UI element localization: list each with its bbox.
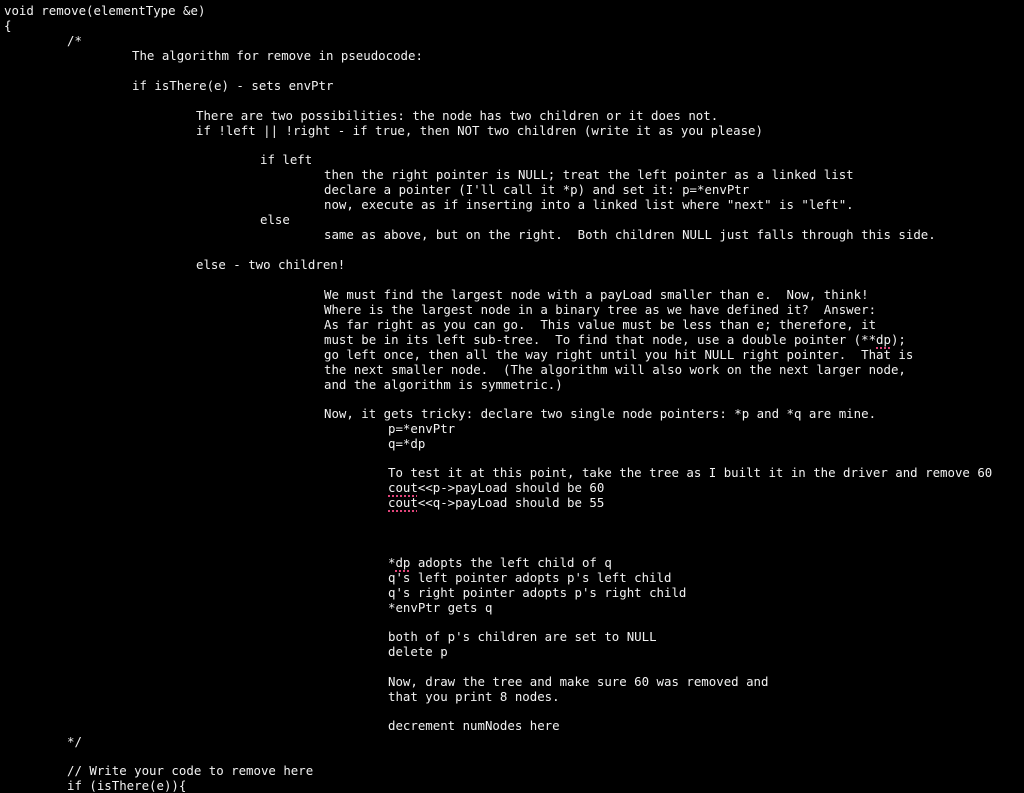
- code-line: [388, 480, 604, 495]
- code-line: Where is the largest node in a binary tree as we have defined it? Answer:: [324, 302, 877, 317]
- code-line: if left: [260, 152, 313, 167]
- todo-comment: // Write your code to remove here: [67, 763, 314, 778]
- code-line: *envPtr gets q: [388, 600, 493, 615]
- code-line: q's right pointer adopts p's right child: [388, 585, 687, 600]
- code-text: adopts the left child of q: [410, 555, 612, 570]
- code-line: and the algorithm is symmetric.): [324, 377, 563, 392]
- code-text: );: [890, 332, 906, 347]
- spell-squiggle: dp: [876, 332, 891, 347]
- code-line: the next smaller node. (The algorithm will also work on the next larger node,: [324, 362, 906, 377]
- code-line: both of p's children are set to NULL: [388, 629, 657, 644]
- code-line: same as above, but on the right. Both children NULL just falls through this side.: [324, 227, 936, 242]
- code-line: that you print 8 nodes.: [388, 689, 560, 704]
- code-line: decrement numNodes here: [388, 718, 560, 733]
- code-line: then the right pointer is NULL; treat the left pointer as a linked list: [324, 167, 854, 182]
- code-text: must be in its left sub-tree. To find that node, use a double pointer (**: [324, 332, 877, 347]
- code-line: As far right as you can go. This value must be less than e; therefore, it: [324, 317, 877, 332]
- code-line: [388, 495, 604, 510]
- code-text: <<p->payLoad should be 60: [417, 480, 605, 495]
- code-line: else - two children!: [196, 257, 346, 272]
- code-line: There are two possibilities: the node has two children or it does not.: [196, 108, 719, 123]
- code-line: delete p: [388, 644, 448, 659]
- code-line: Now, it gets tricky: declare two single node pointers: *p and *q are mine.: [324, 406, 877, 421]
- code-line: go left once, then all the way right until you hit NULL right pointer. That is: [324, 347, 914, 362]
- code-line: Now, draw the tree and make sure 60 was removed and: [388, 674, 769, 689]
- spell-squiggle: dp: [395, 555, 411, 570]
- comment-open: /*: [67, 33, 82, 48]
- code-line: p=*envPtr: [388, 421, 456, 436]
- code-line: q's left pointer adopts p's left child: [388, 570, 672, 585]
- comment-close: */: [67, 734, 82, 749]
- code-line: if isThere(e) - sets envPtr: [132, 78, 334, 93]
- function-signature: void remove(elementType &e): [4, 3, 206, 18]
- code-line: declare a pointer (I'll call it *p) and set it: p=*envPtr: [324, 182, 750, 197]
- code-line: The algorithm for remove in pseudocode:: [132, 48, 423, 63]
- code-line: We must find the largest node with a payLoad smaller than e. Now, think!: [324, 287, 869, 302]
- code-line: [324, 332, 906, 347]
- spell-squiggle: cout: [388, 495, 418, 510]
- spell-squiggle: cout: [388, 480, 418, 495]
- partial-code-line: if (isThere(e)){: [67, 778, 187, 793]
- code-line: q=*dp: [388, 436, 426, 451]
- code-line: if !left || !right - if true, then NOT two children (write it as you please): [196, 123, 763, 138]
- code-text: *: [388, 555, 396, 570]
- code-line: To test it at this point, take the tree as I built it in the driver and remove 60: [388, 465, 993, 480]
- code-line: [388, 555, 612, 570]
- code-line: else: [260, 212, 290, 227]
- open-brace: {: [4, 18, 12, 33]
- code-text: <<q->payLoad should be 55: [417, 495, 605, 510]
- code-line: now, execute as if inserting into a linked list where "next" is "left".: [324, 197, 854, 212]
